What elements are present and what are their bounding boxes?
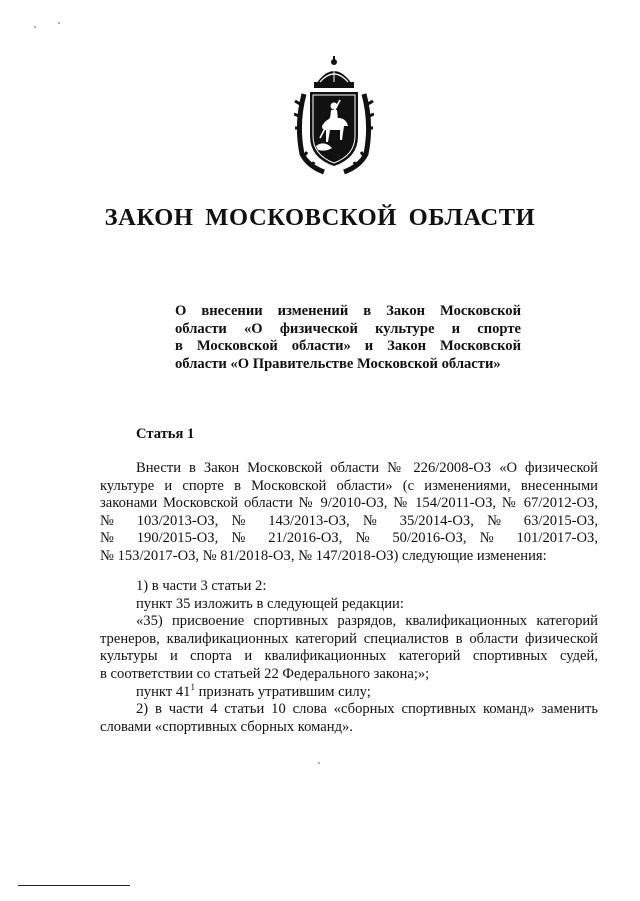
scan-speck [318, 762, 320, 764]
amendment-item-2-line: словами «спортивных сборных команд». [100, 718, 353, 735]
quote-line: тренеров, квалификационных категорий специалистов в области физической [100, 630, 598, 647]
subject-line: области «О Правительстве Московской области» [175, 355, 501, 372]
paragraph-line: Внести в Закон Московской области № 226/2008-ОЗ «О физической [136, 460, 598, 476]
amendment-list [100, 578, 598, 736]
paragraph-line: № 190/2015-ОЗ, № 21/2016-ОЗ, № 50/2016-ОЗ, № 101/2017-ОЗ, [100, 530, 598, 547]
quote-line: культуры и спорта и квалификационных категорий спортивных судей, [100, 648, 598, 665]
amendment-item-1-point [100, 681, 598, 702]
subject-line: в Московской области» и Закон Московской [175, 338, 521, 355]
paragraph-line: культуре и спорте в Московской области» (с изменениями, внесенными [100, 477, 598, 494]
article-heading: Статья 1 [136, 426, 195, 442]
paragraph-line: № 153/2017-ОЗ, № 81/2018-ОЗ, № 147/2018-ОЗ) следующие изменения: [100, 547, 547, 564]
coat-of-arms-icon [294, 54, 374, 176]
scan-speck [34, 26, 36, 28]
subject-line: области «О физической культуре и спорте [175, 320, 521, 337]
point-text: признать утратившим силу; [194, 683, 371, 700]
amendment-item-1-sub: пункт 35 изложить в следующей редакции: [136, 595, 404, 612]
article-paragraph [100, 460, 598, 566]
subject-line: О внесении изменений в Закон Московской [175, 303, 521, 319]
point-superscript: 1 [190, 681, 195, 692]
footnote-divider [18, 885, 130, 886]
amendment-item-2: 2) в части 4 статьи 10 слова «сборных спортивных команд» заменить [136, 701, 598, 718]
document-title: ЗАКОН МОСКОВСКОЙ ОБЛАСТИ [104, 204, 536, 231]
paragraph-line: № 103/2013-ОЗ, № 143/2013-ОЗ, № 35/2014-ОЗ, № 63/2015-ОЗ, [100, 512, 598, 529]
quote-line: «35) присвоение спортивных разрядов, квалификационных категорий [136, 613, 598, 630]
amendment-item-1: 1) в части 3 статьи 2: [136, 578, 267, 594]
point-number: пункт 41 [136, 683, 191, 700]
law-subject [175, 303, 521, 373]
paragraph-line: законами Московской области № 9/2010-ОЗ, № 154/2011-ОЗ, № 67/2012-ОЗ, [100, 495, 598, 512]
scan-speck [58, 22, 60, 24]
quote-line: в соответствии со статьей 22 Федерального закона;»; [100, 665, 430, 682]
